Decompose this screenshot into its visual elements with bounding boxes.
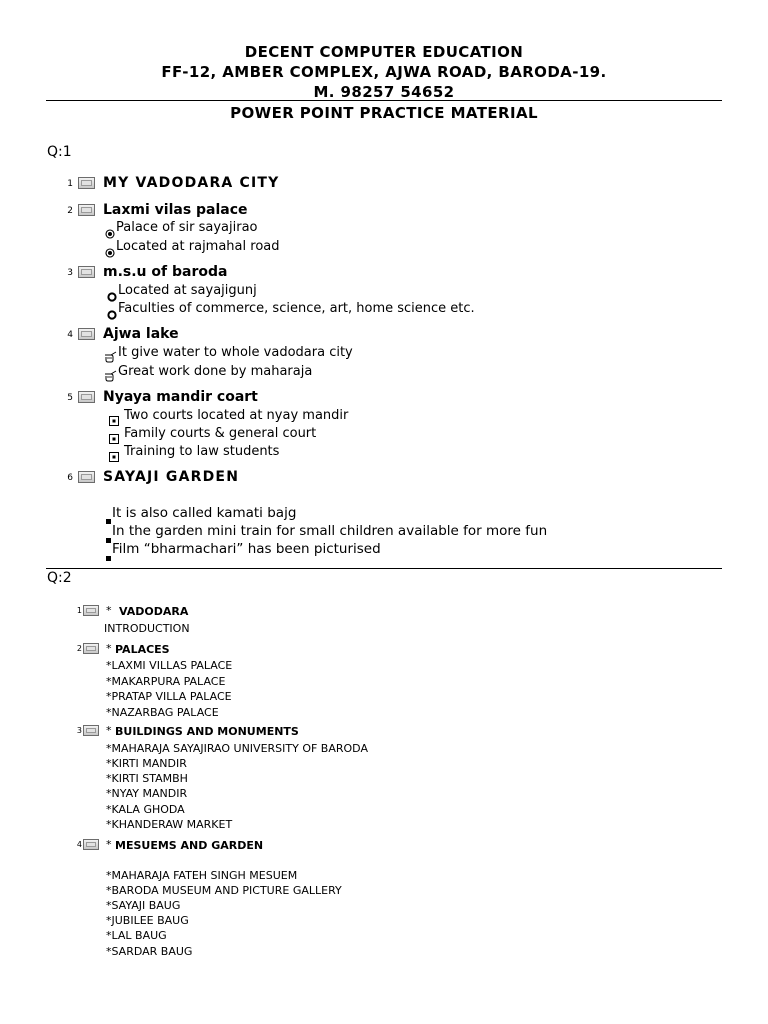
star-marker: * (106, 838, 112, 851)
slide-number: 1 (76, 606, 82, 615)
slide-thumbnail-icon (83, 643, 99, 654)
slide-thumbnail-icon (83, 839, 99, 850)
document-subtitle: POWER POINT PRACTICE MATERIAL (230, 104, 538, 122)
slide-line: *BARODA MUSEUM AND PICTURE GALLERY (106, 884, 342, 897)
slide-title: Nyaya mandir coart (103, 389, 258, 405)
slide-thumbnail-icon (78, 328, 95, 340)
bullet-text: Great work done by maharaja (118, 364, 313, 379)
bullet-text: Training to law students (124, 444, 280, 459)
boxed-dot-icon (109, 447, 119, 466)
hollow-circle-icon (107, 287, 117, 306)
institute-name: DECENT COMPUTER EDUCATION (244, 43, 524, 61)
slide-thumbnail-icon (83, 605, 99, 616)
slide-title: VADODARA (119, 605, 189, 618)
slide-title: MESUEMS AND GARDEN (115, 839, 264, 852)
institute-address: FF-12, AMBER COMPLEX, AJWA ROAD, BARODA-19. (161, 63, 607, 81)
star-marker: * (106, 642, 112, 655)
slide-title: Laxmi vilas palace (103, 202, 248, 218)
slide-line: *LAL BAUG (106, 929, 167, 942)
bullet-text: Faculties of commerce, science, art, home science etc. (118, 301, 475, 316)
bullet-text: It give water to whole vadodara city (118, 345, 353, 360)
bullet-text: Located at sayajigunj (118, 283, 257, 298)
slide-line: *MAHARAJA SAYAJIRAO UNIVERSITY OF BARODA (106, 742, 368, 755)
pointing-hand-icon (104, 348, 117, 367)
slide-number: 3 (76, 726, 82, 735)
slide-number: 3 (67, 268, 73, 278)
slide-line: INTRODUCTION (104, 622, 190, 635)
header-divider (46, 100, 722, 101)
slide-number: 2 (76, 644, 82, 653)
institute-phone: M. 98257 54652 (313, 83, 455, 101)
slide-thumbnail-icon (78, 471, 95, 483)
slide-title: SAYAJI GARDEN (103, 469, 240, 485)
bullet-text: Located at rajmahal road (116, 239, 280, 254)
bullet-text: In the garden mini train for small children available for more fun (112, 523, 548, 539)
slide-number: 5 (67, 393, 73, 403)
star-marker: * (106, 724, 112, 737)
slide-line: *KIRTI STAMBH (106, 772, 188, 785)
slide-line: *NAZARBAG PALACE (106, 706, 219, 719)
slide-line: *KHANDERAW MARKET (106, 818, 233, 831)
slide-number: 4 (67, 330, 73, 340)
slide-line: *PRATAP VILLA PALACE (106, 690, 232, 703)
slide-line: *MAHARAJA FATEH SINGH MESUEM (106, 869, 298, 882)
slide-number: 4 (76, 840, 82, 849)
slide-number: 1 (67, 179, 73, 189)
star-marker: * (106, 604, 112, 617)
bullet-text: Two courts located at nyay mandir (124, 408, 349, 423)
slide-thumbnail-icon (78, 204, 95, 216)
boxed-dot-icon (109, 411, 119, 430)
slide-line: *KALA GHODA (106, 803, 185, 816)
slide-title: Ajwa lake (103, 326, 179, 342)
radio-dot-icon (105, 243, 115, 262)
slide-line: *LAXMI VILLAS PALACE (106, 659, 233, 672)
bullet-text: Family courts & general court (124, 426, 317, 441)
section-divider (46, 568, 722, 569)
slide-thumbnail-icon (78, 266, 95, 278)
slide-line: *KIRTI MANDIR (106, 757, 187, 770)
slide-line: *MAKARPURA PALACE (106, 675, 226, 688)
pointing-hand-icon (104, 367, 117, 386)
slide-title: BUILDINGS AND MONUMENTS (115, 725, 299, 738)
bullet-text: Film “bharmachari” has been picturised (112, 541, 381, 557)
slide-line: *NYAY MANDIR (106, 787, 188, 800)
slide-line: *SARDAR BAUG (106, 945, 193, 958)
question-2-label: Q:2 (47, 570, 72, 586)
slide-title: PALACES (115, 643, 170, 656)
hollow-circle-icon (107, 305, 117, 324)
slide-thumbnail-icon (78, 391, 95, 403)
boxed-dot-icon (109, 429, 119, 448)
slide-title: m.s.u of baroda (103, 264, 228, 280)
bullet-text: It is also called kamati bajg (112, 505, 297, 521)
slide-thumbnail-icon (78, 177, 95, 189)
slide-number: 2 (67, 206, 73, 216)
radio-dot-icon (105, 224, 115, 243)
slide-thumbnail-icon (83, 725, 99, 736)
slide-line: *JUBILEE BAUG (106, 914, 189, 927)
slide-title: MY VADODARA CITY (103, 175, 280, 191)
bullet-text: Palace of sir sayajirao (116, 220, 258, 235)
slide-number: 6 (67, 473, 73, 483)
slide-line: *SAYAJI BAUG (106, 899, 181, 912)
question-1-label: Q:1 (47, 144, 72, 160)
